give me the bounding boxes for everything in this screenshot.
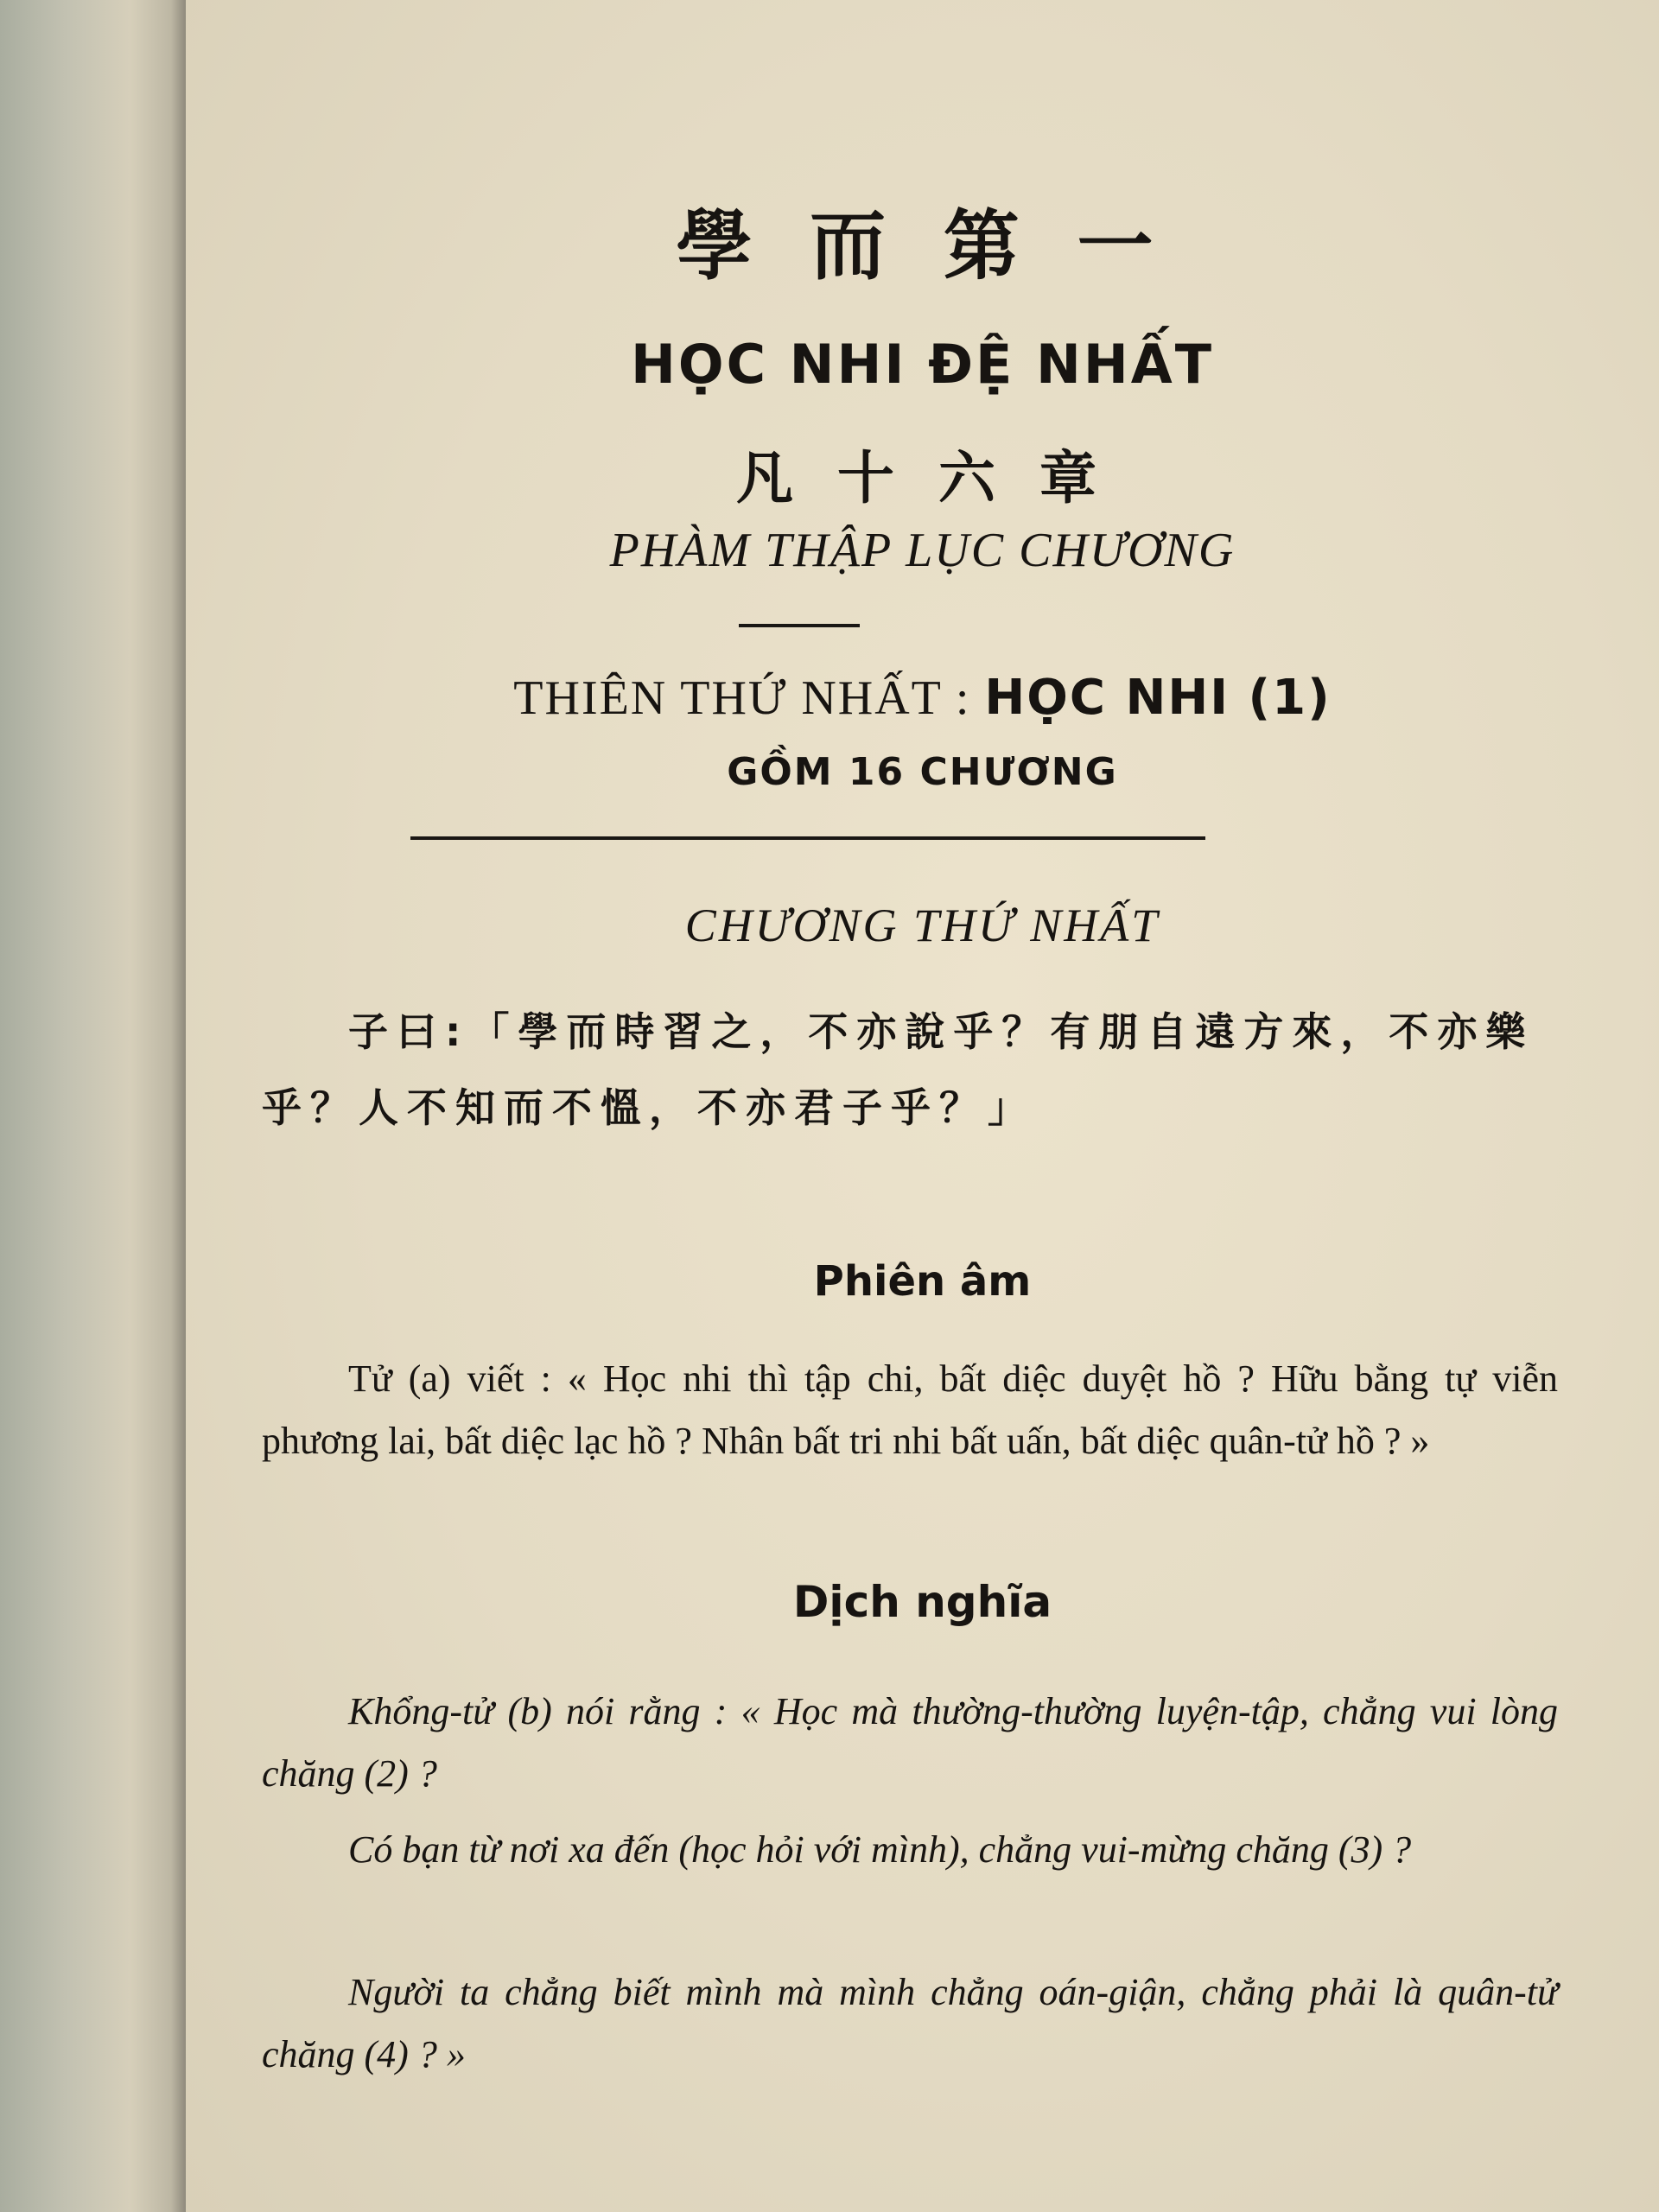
phonetic-heading: Phiên âm — [813, 1257, 1032, 1306]
title-hanzi: 學 而 第 一 — [676, 201, 1169, 290]
phonetic-paragraph — [262, 1348, 1558, 1472]
phonetic-text: Tử (a) viết : « Học nhi thì tập chi, bất diệc duyệt hồ ? Hữu bằng tự viễn phương lai, bất diệc lạc hồ ? Nhân bất tri nhi bất uấn, bất diệc quân-tử hồ ? » — [262, 1357, 1558, 1462]
translation-heading: Dịch nghĩa — [792, 1577, 1052, 1627]
translation-text-1: Khổng-tử (b) nói rằng : « Học mà thường-thường luyện-tập, chẳng vui lòng chăng (2) ? — [262, 1690, 1558, 1795]
chapter-count: GỒM 16 CHƯƠNG — [727, 750, 1118, 794]
original-chinese-text — [262, 994, 1567, 1146]
short-divider — [739, 624, 860, 627]
page — [186, 0, 1659, 2212]
subtitle-hanzi: 凡 十 六 章 — [736, 445, 1109, 512]
chapter-heading: CHƯƠNG THỨ NHẤT — [684, 899, 1160, 951]
section-name: HỌC NHI (1) — [984, 670, 1332, 726]
section-heading — [186, 670, 1659, 726]
translation-paragraph-1 — [262, 1681, 1558, 1805]
book-gutter — [0, 0, 186, 2212]
long-divider — [410, 836, 1205, 840]
original-text-content: 子曰:「學而時習之，不亦說乎？有朋自遠方來，不亦樂乎？人不知而不慍，不亦君子乎？」 — [262, 1008, 1535, 1131]
translation-paragraph-2 — [262, 1819, 1558, 1881]
subtitle-viet: PHÀM THẬP LỤC CHƯƠNG — [609, 524, 1236, 577]
title-viet: HỌC NHI ĐỆ NHẤT — [630, 333, 1215, 396]
section-prefix: THIÊN THỨ NHẤT : — [513, 671, 971, 725]
translation-paragraph-3 — [262, 1961, 1558, 2086]
translation-text-2: Có bạn từ nơi xa đến (học hỏi với mình), chẳng vui-mừng chăng (3) ? — [348, 1828, 1412, 1871]
translation-text-3: Người ta chẳng biết mình mà mình chẳng oán-giận, chẳng phải là quân-tử chăng (4) ? » — [262, 1971, 1558, 2075]
